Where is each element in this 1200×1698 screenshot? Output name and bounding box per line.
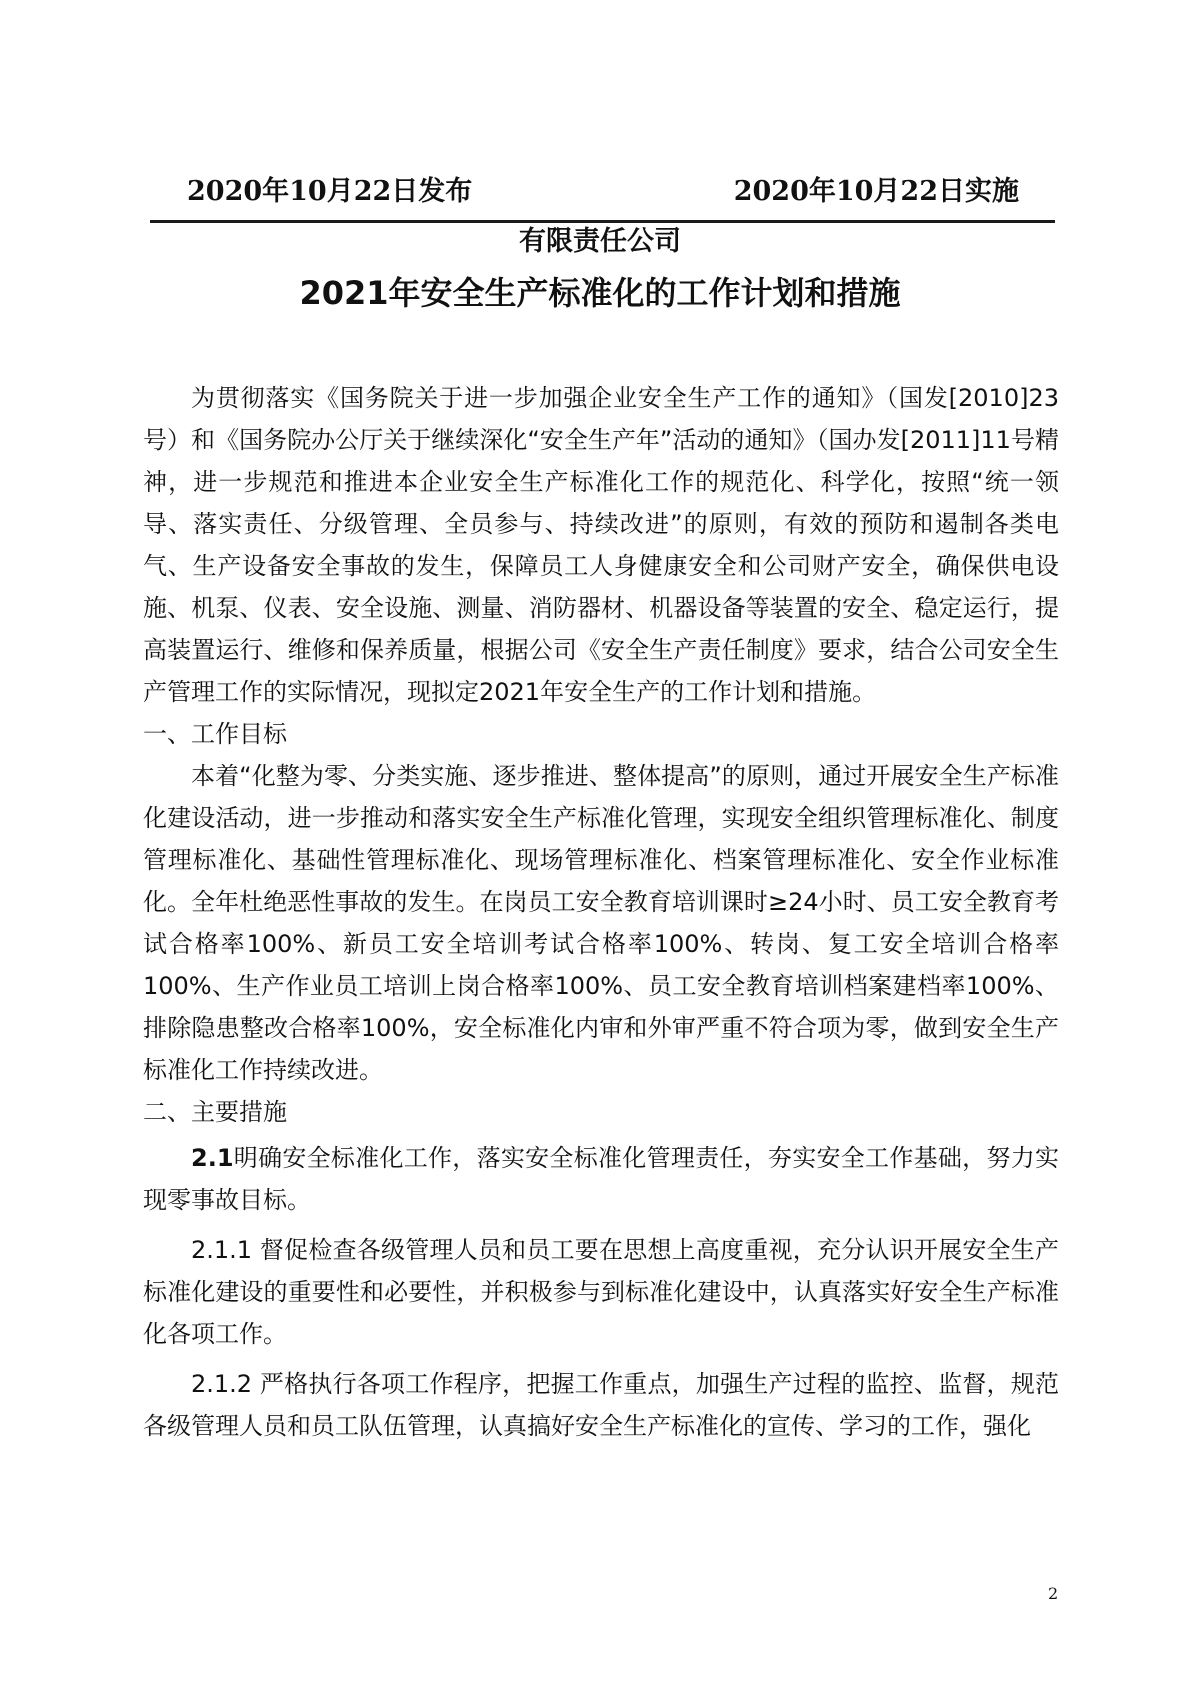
company-name: 有限责任公司 xyxy=(519,226,681,257)
intro-paragraph: 为贯彻落实《国务院关于进一步加强企业安全生产工作的通知》（国发[2010]23号）和《国务院办公厅关于继续深化“安全生产年”活动的通知》（国办发[2011]11号精神，进一步规范和推进本企业安全生产标准化工作的规范化、科学化，按照“统一领导、落实责任、分级管理、全员参与、持续改进”的原则，有效的预防和遏制各类电气、生产设备安全事故的发生，保障员工人身健康安全和公司财产安全，确保供电设施、机泵、仪表、安全设施、测量、消防器材、机器设备等装置的安全、稳定运行，提高装置运行、维修和保养质量，根据公司《安全生产责任制度》要求，结合公司安全生产管理工作的实际情况，现拟定2021年安全生产的工作计划和措施。 xyxy=(143,384,1059,706)
date-header xyxy=(150,172,1055,212)
item-2-1-2: 2.1.2 严格执行各项工作程序，把握工作重点，加强生产过程的监控、监督，规范各级管理人员和员工队伍管理，认真搞好安全生产标准化的宣传、学习的工作，强化 xyxy=(143,1370,1059,1440)
document-title: 2021年安全生产标准化的工作计划和措施 xyxy=(299,274,901,312)
section-heading-goals: 一、工作目标 xyxy=(143,720,287,748)
item-2-1 xyxy=(143,1137,1059,1221)
item-2-1-1: 2.1.1 督促检查各级管理人员和员工要在思想上高度重视，充分认识开展安全生产标准化建设的重要性和必要性，并积极参与到标准化建设中，认真落实好安全生产标准化各项工作。 xyxy=(143,1236,1059,1348)
page-number: 2 xyxy=(1048,1584,1059,1603)
release-date: 2020年10月22日发布 xyxy=(187,176,473,207)
item-2-1-number: 2.1 xyxy=(191,1144,234,1172)
goals-paragraph: 本着“化整为零、分类实施、逐步推进、整体提高”的原则，通过开展安全生产标准化建设活动，进一步推动和落实安全生产标准化管理，实现安全组织管理标准化、制度管理标准化、基础性管理标准化、现场管理标准化、档案管理标准化、安全作业标准化。全年杜绝恶性事故的发生。在岗员工安全教育培训课时≥24小时、员工安全教育考试合格率100%、新员工安全培训考试合格率100%、转岗、复工安全培训合格率100%、生产作业员工培训上岗合格率100%、员工安全教育培训档案建档率100%、排除隐患整改合格率100%，安全标准化内审和外审严重不符合项为零，做到安全生产标准化工作持续改进。 xyxy=(143,762,1059,1084)
section-heading-measures: 二、主要措施 xyxy=(143,1098,287,1126)
effective-date: 2020年10月22日实施 xyxy=(733,176,1019,207)
document-body xyxy=(143,377,1059,1447)
item-2-1-text: 明确安全标准化工作，落实安全标准化管理责任，夯实安全工作基础，努力实现零事故目标。 xyxy=(143,1144,1059,1214)
